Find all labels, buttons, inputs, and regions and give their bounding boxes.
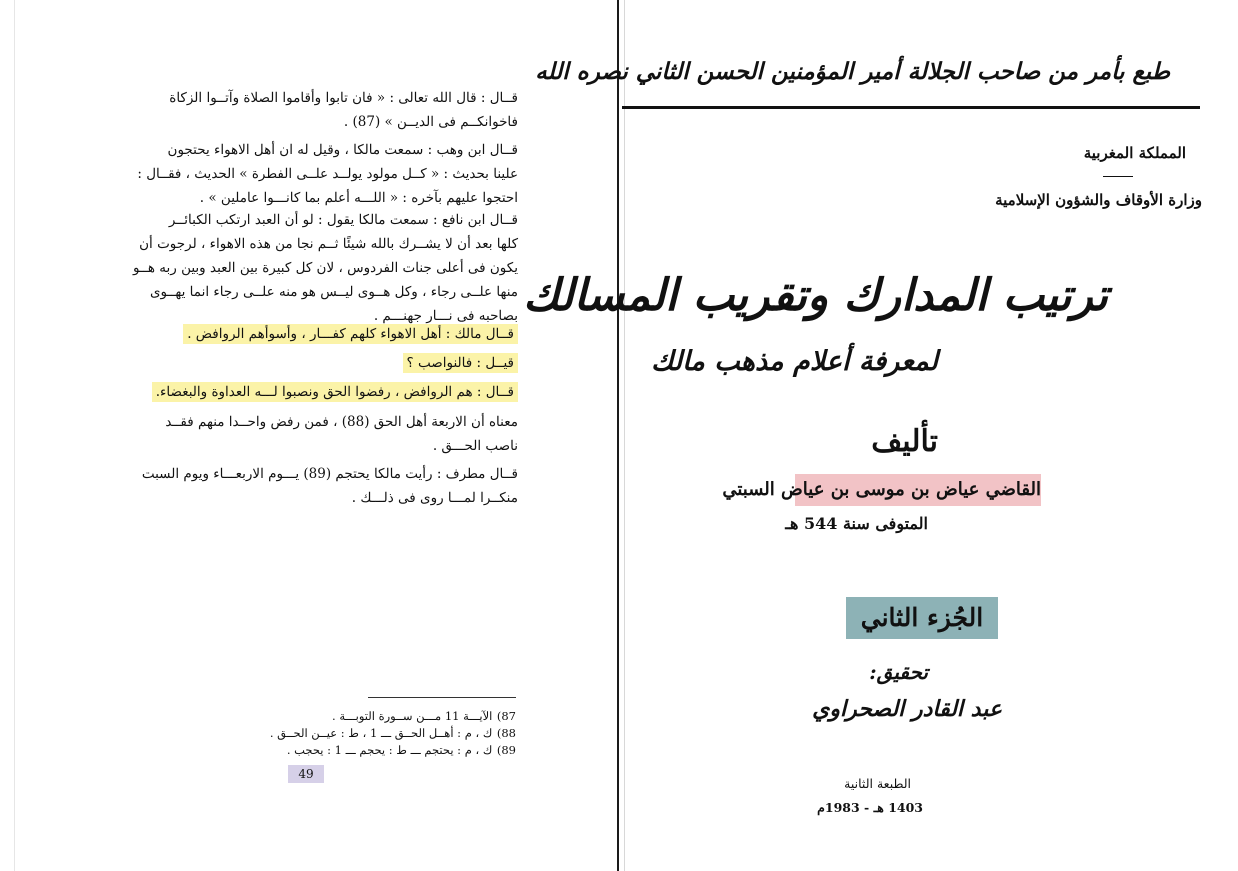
book-gutter-shadow (624, 0, 625, 871)
paragraph-4-highlighted (98, 322, 518, 346)
author-name: القاضي عياض بن موسى بن عياض السبتي (795, 474, 1041, 506)
book-title: ترتيب المدارك وتقريب المسالك (523, 270, 1108, 321)
page-number: 49 (288, 765, 324, 783)
edition-label: الطبعة الثانية (844, 776, 911, 791)
line: يكون فى أعلى جنات الفردوس ، لان كل كبيرة بين العبد وبين ربه هــو (132, 260, 518, 276)
line: بصاحبه فى نـــار جهنـــم . (373, 308, 518, 324)
edited-by-label: تحقيق: (869, 660, 928, 684)
line: معناه أن الاربعة أهل الحق (88) ، فمن رفض واحــدا منهم فقــد (165, 414, 518, 430)
paragraph-1 (98, 86, 518, 134)
footnote-89 (287, 742, 516, 759)
line: منكــرا لمـــا روى فى ذلـــك . (351, 490, 518, 506)
footnote-number: 89) (496, 743, 516, 757)
kingdom-label: المملكة المغربية (1083, 144, 1186, 162)
highlighted-line: قيــل : فالنواصب ؟ (403, 353, 518, 373)
edition-year: 1403 هـ - 1983م (817, 800, 923, 815)
footnote-number: 87) (496, 709, 516, 723)
book-subtitle: لمعرفة أعلام مذهب مالك (651, 346, 938, 377)
paragraph-7 (98, 410, 518, 458)
paragraph-8 (98, 462, 518, 510)
footnote-number: 88) (496, 726, 516, 740)
left-page-edge (14, 0, 15, 871)
banner-rule (622, 106, 1200, 109)
footnote-text: الآيـــة 11 مـــن ســورة التوبـــة . (332, 709, 493, 723)
footnote-87 (332, 708, 516, 725)
paragraph-6-highlighted (98, 380, 518, 404)
banner-text: طبع بأمر من صاحب الجلالة أمير المؤمنين الحسن الثاني نصره الله (535, 58, 1170, 85)
editor-name: عبد القادر الصحراوي (812, 696, 1002, 722)
header-dash (1103, 176, 1133, 177)
line: احتجوا عليهم بآخره : « اللـــه أعلم بما كانـــوا عاملين » . (199, 190, 518, 206)
footnote-divider (368, 697, 516, 698)
footnote-text: ك ، م : يحتجم ـــ ط : يحجم ـــ 1 : يحجب . (286, 743, 493, 757)
authored-by-label: تأليف (871, 424, 938, 459)
line: قــال : قال الله تعالى : « فان تابوا وأقاموا الصلاة وآتــوا الزكاة (169, 90, 518, 106)
paragraph-3 (98, 208, 518, 328)
volume-label: الجُزء الثاني (846, 597, 998, 639)
line: كلها بعد أن لا يشــرك بالله شيئًا ثــم نجا من هذه الاهواء ، لرجوت أن (139, 236, 518, 252)
paragraph-5-highlighted (98, 351, 518, 375)
royal-banner (535, 52, 1200, 104)
line: فاخوانكــم فى الديــن » (87) . (343, 114, 518, 130)
paragraph-2 (98, 138, 518, 210)
line: منها علــى رجاء ، وكل هــوى ليــس هو منه علــى رجاء انما يهــوى (149, 284, 518, 300)
footnote-text: ك ، م : أهــل الحــق ـــ 1 ، ط : عيــن الحــق . (269, 726, 493, 740)
ministry-label: وزارة الأوقاف والشؤون الإسلامية (995, 191, 1202, 209)
line: قــال مطرف : رأيت مالكا يحتجم (89) يـــوم الاربعـــاء ويوم السبت (141, 466, 518, 482)
highlighted-line: قــال مالك : أهل الاهواء كلهم كفـــار ، وأسوأهم الروافض . (183, 324, 518, 344)
author-death-date: المتوفى سنة 544 هـ (785, 514, 928, 533)
highlighted-line: قــال : هم الروافض ، رفضوا الحق ونصبوا لـــه العداوة والبغضاء. (152, 382, 518, 402)
line: علينا بحديث : « كــل مولود يولــد علــى الفطرة » الحديث ، فقــال : (137, 166, 518, 182)
book-gutter (617, 0, 619, 871)
line: قــال ابن نافع : سمعت مالكا يقول : لو أن العبد ارتكب الكبائــر (168, 212, 518, 228)
line: قــال ابن وهب : سمعت مالكا ، وقيل له ان أهل الاهواء يحتجون (167, 142, 518, 158)
line: ناصب الحـــق . (432, 438, 518, 454)
footnote-88 (270, 725, 516, 742)
